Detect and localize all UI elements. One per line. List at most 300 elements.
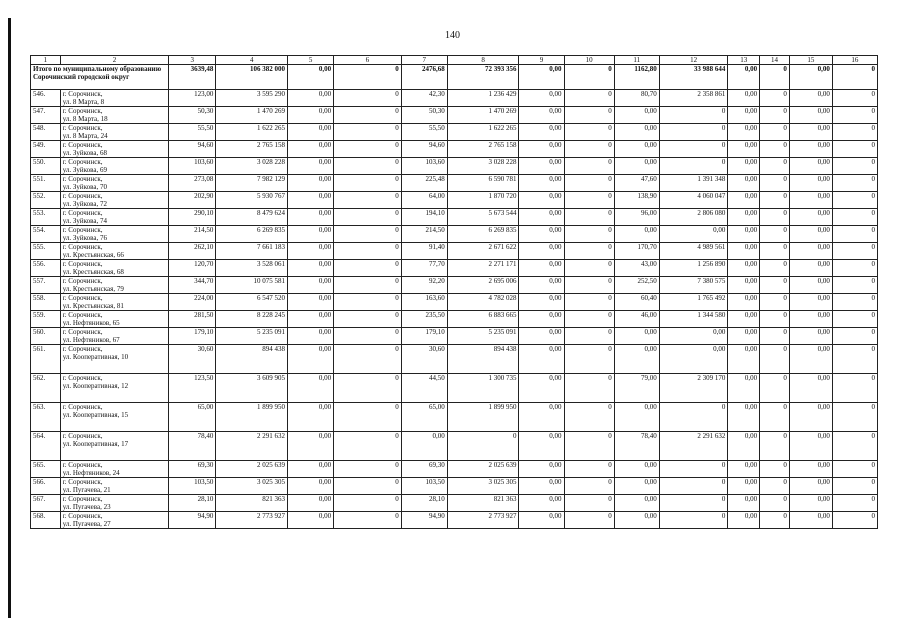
value-cell: 0 <box>760 107 790 124</box>
value-cell: 1 236 429 <box>447 90 519 107</box>
address-city: г. Сорочинск, <box>62 478 103 486</box>
row-number-cell: 548. <box>31 124 61 141</box>
value-cell: 0 <box>334 403 402 432</box>
value-cell: 0 <box>832 328 877 345</box>
value-cell: 0,00 <box>519 209 564 226</box>
value-cell: 96,00 <box>614 209 659 226</box>
value-cell: 0,00 <box>519 311 564 328</box>
address-city: г. Сорочинск, <box>62 495 103 503</box>
value-cell: 0 <box>334 495 402 512</box>
value-cell: 0 <box>760 495 790 512</box>
value-cell: 0,00 <box>519 495 564 512</box>
value-cell: 94,60 <box>169 141 216 158</box>
table-row <box>31 311 878 328</box>
address-city: г. Сорочинск, <box>62 90 103 98</box>
address-cell <box>60 192 169 209</box>
address-street: ул. Пугачева, 27 <box>62 520 111 528</box>
value-cell: 0,00 <box>728 158 760 175</box>
value-cell: 2 025 639 <box>216 461 288 478</box>
value-cell: 0,00 <box>519 374 564 403</box>
table-row <box>31 260 878 277</box>
value-cell: 92,20 <box>401 277 447 294</box>
value-cell: 894 438 <box>447 345 519 374</box>
value-cell: 0 <box>760 226 790 243</box>
address-city: г. Сорочинск, <box>62 294 103 302</box>
value-cell: 0,00 <box>614 495 659 512</box>
value-cell: 0 <box>760 328 790 345</box>
row-number-cell: 556. <box>31 260 61 277</box>
value-cell: 46,00 <box>614 311 659 328</box>
value-cell: 0 <box>760 512 790 529</box>
address-cell <box>60 311 169 328</box>
value-cell: 0,00 <box>728 461 760 478</box>
value-cell: 0 <box>564 175 614 192</box>
value-cell: 0,00 <box>288 403 334 432</box>
value-cell: 0 <box>447 432 519 461</box>
value-cell: 0,00 <box>728 432 760 461</box>
column-number-row <box>31 56 878 65</box>
value-cell: 0,00 <box>288 277 334 294</box>
value-cell: 4 782 028 <box>447 294 519 311</box>
total-row <box>31 65 878 90</box>
value-cell: 0,00 <box>614 478 659 495</box>
value-cell: 50,30 <box>401 107 447 124</box>
value-cell: 123,00 <box>169 90 216 107</box>
value-cell: 1 256 890 <box>659 260 728 277</box>
value-cell: 1 870 720 <box>447 192 519 209</box>
value-cell: 44,50 <box>401 374 447 403</box>
address-cell <box>60 512 169 529</box>
value-cell: 0 <box>832 461 877 478</box>
value-cell: 2 671 622 <box>447 243 519 260</box>
table-row <box>31 158 878 175</box>
value-cell: 0 <box>832 432 877 461</box>
value-cell: 0,00 <box>288 107 334 124</box>
value-cell: 0 <box>564 461 614 478</box>
value-cell: 0,00 <box>519 345 564 374</box>
value-cell: 0,00 <box>614 124 659 141</box>
address-city: г. Сорочинск, <box>62 461 103 469</box>
total-value-cell: 72 393 356 <box>447 65 519 90</box>
value-cell: 5 930 767 <box>216 192 288 209</box>
value-cell: 0,00 <box>659 345 728 374</box>
value-cell: 2 765 158 <box>216 141 288 158</box>
address-street: ул. Кооперативная, 10 <box>62 353 129 361</box>
value-cell: 0 <box>334 107 402 124</box>
address-city: г. Сорочинск, <box>62 311 103 319</box>
value-cell: 0,00 <box>288 209 334 226</box>
value-cell: 0,00 <box>728 243 760 260</box>
address-street: ул. Крестьянская, 68 <box>62 268 124 276</box>
value-cell: 0,00 <box>659 226 728 243</box>
value-cell: 0 <box>832 495 877 512</box>
address-street: ул. Зуйкова, 74 <box>62 217 107 225</box>
value-cell: 0,00 <box>728 107 760 124</box>
address-city: г. Сорочинск, <box>62 226 103 234</box>
value-cell: 7 982 129 <box>216 175 288 192</box>
address-street: ул. 8 Марта, 18 <box>62 115 108 123</box>
value-cell: 0,00 <box>728 478 760 495</box>
value-cell: 0,00 <box>519 158 564 175</box>
value-cell: 0 <box>832 226 877 243</box>
address-street: ул. Пугачева, 23 <box>62 503 111 511</box>
address-street: ул. 8 Марта, 8 <box>62 98 105 106</box>
value-cell: 0 <box>334 432 402 461</box>
address-cell <box>60 141 169 158</box>
address-city: г. Сорочинск, <box>62 260 103 268</box>
value-cell: 4 060 047 <box>659 192 728 209</box>
value-cell: 0 <box>832 260 877 277</box>
value-cell: 5 673 544 <box>447 209 519 226</box>
value-cell: 224,00 <box>169 294 216 311</box>
address-street: ул. Крестьянская, 79 <box>62 285 124 293</box>
address-cell <box>60 403 169 432</box>
value-cell: 0 <box>334 158 402 175</box>
value-cell: 0 <box>334 260 402 277</box>
row-number-cell: 568. <box>31 512 61 529</box>
value-cell: 0 <box>760 90 790 107</box>
value-cell: 43,00 <box>614 260 659 277</box>
address-street: ул. 8 Марта, 24 <box>62 132 108 140</box>
value-cell: 0 <box>832 158 877 175</box>
total-value-cell: 2476,68 <box>401 65 447 90</box>
column-number-cell: 15 <box>789 56 832 65</box>
value-cell: 0 <box>760 141 790 158</box>
table-row <box>31 243 878 260</box>
value-cell: 0,00 <box>288 311 334 328</box>
value-cell: 1 899 950 <box>216 403 288 432</box>
value-cell: 0,00 <box>519 403 564 432</box>
value-cell: 1 470 269 <box>216 107 288 124</box>
value-cell: 0,00 <box>288 260 334 277</box>
address-street: ул. Кооперативная, 12 <box>62 382 129 390</box>
value-cell: 225,48 <box>401 175 447 192</box>
value-cell: 0 <box>832 192 877 209</box>
address-city: г. Сорочинск, <box>62 328 103 336</box>
value-cell: 0,00 <box>614 141 659 158</box>
value-cell: 3 028 228 <box>216 158 288 175</box>
value-cell: 2 773 927 <box>216 512 288 529</box>
value-cell: 0,00 <box>728 277 760 294</box>
value-cell: 0 <box>564 209 614 226</box>
value-cell: 1 622 265 <box>447 124 519 141</box>
value-cell: 6 269 835 <box>447 226 519 243</box>
value-cell: 0 <box>564 107 614 124</box>
value-cell: 94,60 <box>401 141 447 158</box>
value-cell: 0 <box>659 403 728 432</box>
value-cell: 202,90 <box>169 192 216 209</box>
value-cell: 0 <box>334 345 402 374</box>
value-cell: 47,60 <box>614 175 659 192</box>
value-cell: 0,00 <box>789 90 832 107</box>
total-value-cell: 0,00 <box>288 65 334 90</box>
value-cell: 0 <box>659 478 728 495</box>
value-cell: 138,90 <box>614 192 659 209</box>
value-cell: 179,10 <box>401 328 447 345</box>
total-value-cell: 0,00 <box>789 65 832 90</box>
column-number-cell: 2 <box>60 56 169 65</box>
value-cell: 0 <box>564 226 614 243</box>
value-cell: 0 <box>564 124 614 141</box>
value-cell: 0 <box>334 226 402 243</box>
value-cell: 0,00 <box>789 345 832 374</box>
value-cell: 0,00 <box>288 175 334 192</box>
value-cell: 7 661 183 <box>216 243 288 260</box>
address-cell <box>60 158 169 175</box>
value-cell: 0,00 <box>614 403 659 432</box>
value-cell: 0,00 <box>288 495 334 512</box>
total-value-cell: 0,00 <box>519 65 564 90</box>
table-row <box>31 226 878 243</box>
value-cell: 60,40 <box>614 294 659 311</box>
value-cell: 0,00 <box>614 107 659 124</box>
value-cell: 5 235 091 <box>447 328 519 345</box>
value-cell: 0,00 <box>288 374 334 403</box>
address-city: г. Сорочинск, <box>62 107 103 115</box>
address-cell <box>60 345 169 374</box>
value-cell: 179,10 <box>169 328 216 345</box>
value-cell: 0 <box>832 403 877 432</box>
address-street: ул. Зуйкова, 76 <box>62 234 107 242</box>
value-cell: 69,30 <box>169 461 216 478</box>
value-cell: 8 228 245 <box>216 311 288 328</box>
column-number-cell: 4 <box>216 56 288 65</box>
value-cell: 0 <box>564 328 614 345</box>
row-number-cell: 553. <box>31 209 61 226</box>
table-row <box>31 495 878 512</box>
value-cell: 0 <box>760 478 790 495</box>
row-number-cell: 564. <box>31 432 61 461</box>
address-street: ул. Зуйкова, 68 <box>62 149 107 157</box>
value-cell: 0 <box>564 260 614 277</box>
value-cell: 0 <box>334 175 402 192</box>
value-cell: 0 <box>334 141 402 158</box>
column-number-cell: 3 <box>169 56 216 65</box>
value-cell: 0,00 <box>401 432 447 461</box>
value-cell: 0 <box>334 328 402 345</box>
value-cell: 0,00 <box>789 374 832 403</box>
value-cell: 0,00 <box>288 512 334 529</box>
value-cell: 0 <box>659 495 728 512</box>
address-city: г. Сорочинск, <box>62 192 103 200</box>
address-street: ул. Зуйкова, 69 <box>62 166 107 174</box>
value-cell: 0 <box>564 277 614 294</box>
value-cell: 0,00 <box>728 345 760 374</box>
page-number: 140 <box>445 30 460 41</box>
row-number-cell: 546. <box>31 90 61 107</box>
value-cell: 0,00 <box>789 403 832 432</box>
address-street: ул. Кооперативная, 17 <box>62 440 129 448</box>
address-city: г. Сорочинск, <box>62 512 103 520</box>
value-cell: 65,00 <box>401 403 447 432</box>
value-cell: 0 <box>564 311 614 328</box>
value-cell: 64,00 <box>401 192 447 209</box>
row-number-cell: 560. <box>31 328 61 345</box>
value-cell: 214,50 <box>169 226 216 243</box>
value-cell: 6 269 835 <box>216 226 288 243</box>
value-cell: 0 <box>832 294 877 311</box>
value-cell: 0,00 <box>728 512 760 529</box>
value-cell: 103,50 <box>401 478 447 495</box>
value-cell: 0 <box>832 209 877 226</box>
table-row <box>31 277 878 294</box>
address-city: г. Сорочинск, <box>62 124 103 132</box>
row-number-cell: 559. <box>31 311 61 328</box>
address-city: г. Сорочинск, <box>62 141 103 149</box>
value-cell: 0,00 <box>789 260 832 277</box>
row-number-cell: 547. <box>31 107 61 124</box>
value-cell: 0 <box>564 374 614 403</box>
value-cell: 6 883 665 <box>447 311 519 328</box>
address-cell <box>60 374 169 403</box>
address-street: ул. Крестьянская, 66 <box>62 251 124 259</box>
value-cell: 0,00 <box>288 124 334 141</box>
value-cell: 0,00 <box>519 124 564 141</box>
value-cell: 1 300 735 <box>447 374 519 403</box>
table-row <box>31 192 878 209</box>
address-street: ул. Кооперативная, 15 <box>62 411 129 419</box>
value-cell: 0,00 <box>789 512 832 529</box>
value-cell: 0,00 <box>519 226 564 243</box>
column-number-cell: 11 <box>614 56 659 65</box>
row-number-cell: 561. <box>31 345 61 374</box>
value-cell: 0,00 <box>519 107 564 124</box>
table-row <box>31 328 878 345</box>
value-cell: 69,30 <box>401 461 447 478</box>
address-street: ул. Крестьянская, 81 <box>62 302 124 310</box>
address-cell <box>60 277 169 294</box>
value-cell: 0 <box>760 260 790 277</box>
total-value-cell: 0 <box>334 65 402 90</box>
column-number-cell: 7 <box>401 56 447 65</box>
value-cell: 0,00 <box>728 226 760 243</box>
value-cell: 0 <box>760 277 790 294</box>
table-row <box>31 209 878 226</box>
value-cell: 0,00 <box>519 328 564 345</box>
value-cell: 94,90 <box>169 512 216 529</box>
value-cell: 0,00 <box>288 345 334 374</box>
value-cell: 123,50 <box>169 374 216 403</box>
row-number-cell: 563. <box>31 403 61 432</box>
value-cell: 0,00 <box>288 158 334 175</box>
value-cell: 344,70 <box>169 277 216 294</box>
value-cell: 0 <box>760 209 790 226</box>
value-cell: 0 <box>334 209 402 226</box>
value-cell: 0 <box>334 243 402 260</box>
value-cell: 94,90 <box>401 512 447 529</box>
value-cell: 0,00 <box>519 90 564 107</box>
value-cell: 2 695 006 <box>447 277 519 294</box>
total-value-cell: 0,00 <box>728 65 760 90</box>
value-cell: 55,50 <box>169 124 216 141</box>
table-row <box>31 141 878 158</box>
value-cell: 262,10 <box>169 243 216 260</box>
address-city: г. Сорочинск, <box>62 374 103 382</box>
address-cell <box>60 461 169 478</box>
value-cell: 0,00 <box>614 512 659 529</box>
value-cell: 79,00 <box>614 374 659 403</box>
address-city: г. Сорочинск, <box>62 403 103 411</box>
value-cell: 1 470 269 <box>447 107 519 124</box>
value-cell: 0 <box>760 192 790 209</box>
value-cell: 0,00 <box>288 192 334 209</box>
address-cell <box>60 432 169 461</box>
value-cell: 0,00 <box>288 226 334 243</box>
value-cell: 0,00 <box>789 107 832 124</box>
row-number-cell: 552. <box>31 192 61 209</box>
table-row <box>31 107 878 124</box>
value-cell: 0,00 <box>728 192 760 209</box>
total-value-cell: 106 382 000 <box>216 65 288 90</box>
value-cell: 0 <box>564 512 614 529</box>
value-cell: 0 <box>564 403 614 432</box>
column-number-cell: 6 <box>334 56 402 65</box>
column-number-cell: 5 <box>288 56 334 65</box>
address-cell <box>60 260 169 277</box>
value-cell: 77,70 <box>401 260 447 277</box>
value-cell: 6 547 520 <box>216 294 288 311</box>
address-cell <box>60 124 169 141</box>
value-cell: 0 <box>659 158 728 175</box>
column-number-cell: 9 <box>519 56 564 65</box>
value-cell: 0,00 <box>728 124 760 141</box>
address-street: ул. Нефтяников, 67 <box>62 336 120 344</box>
value-cell: 0 <box>760 311 790 328</box>
value-cell: 1 344 580 <box>659 311 728 328</box>
housing-repair-table <box>30 55 878 529</box>
value-cell: 252,50 <box>614 277 659 294</box>
value-cell: 0 <box>832 311 877 328</box>
value-cell: 0 <box>760 374 790 403</box>
value-cell: 0,00 <box>789 311 832 328</box>
address-street: ул. Зуйкова, 72 <box>62 200 107 208</box>
value-cell: 0,00 <box>789 226 832 243</box>
row-number-cell: 550. <box>31 158 61 175</box>
address-cell <box>60 478 169 495</box>
table-row <box>31 512 878 529</box>
value-cell: 0 <box>334 294 402 311</box>
value-cell: 0,00 <box>519 192 564 209</box>
value-cell: 0 <box>832 478 877 495</box>
value-cell: 0 <box>564 243 614 260</box>
value-cell: 273,08 <box>169 175 216 192</box>
value-cell: 821 363 <box>216 495 288 512</box>
address-cell <box>60 328 169 345</box>
value-cell: 194,10 <box>401 209 447 226</box>
value-cell: 0 <box>659 124 728 141</box>
value-cell: 0 <box>564 141 614 158</box>
value-cell: 0,00 <box>728 328 760 345</box>
value-cell: 0 <box>564 158 614 175</box>
address-city: г. Сорочинск, <box>62 175 103 183</box>
value-cell: 7 380 575 <box>659 277 728 294</box>
value-cell: 0,00 <box>519 432 564 461</box>
value-cell: 0 <box>832 512 877 529</box>
table-row <box>31 124 878 141</box>
value-cell: 0,00 <box>288 328 334 345</box>
value-cell: 0,00 <box>789 141 832 158</box>
row-number-cell: 558. <box>31 294 61 311</box>
value-cell: 290,10 <box>169 209 216 226</box>
value-cell: 0,00 <box>789 478 832 495</box>
value-cell: 2 025 639 <box>447 461 519 478</box>
address-city: г. Сорочинск, <box>62 209 103 217</box>
value-cell: 3 595 290 <box>216 90 288 107</box>
value-cell: 30,60 <box>401 345 447 374</box>
address-street: ул. Пугачева, 21 <box>62 486 111 494</box>
value-cell: 0 <box>832 345 877 374</box>
total-value-cell: 0 <box>564 65 614 90</box>
